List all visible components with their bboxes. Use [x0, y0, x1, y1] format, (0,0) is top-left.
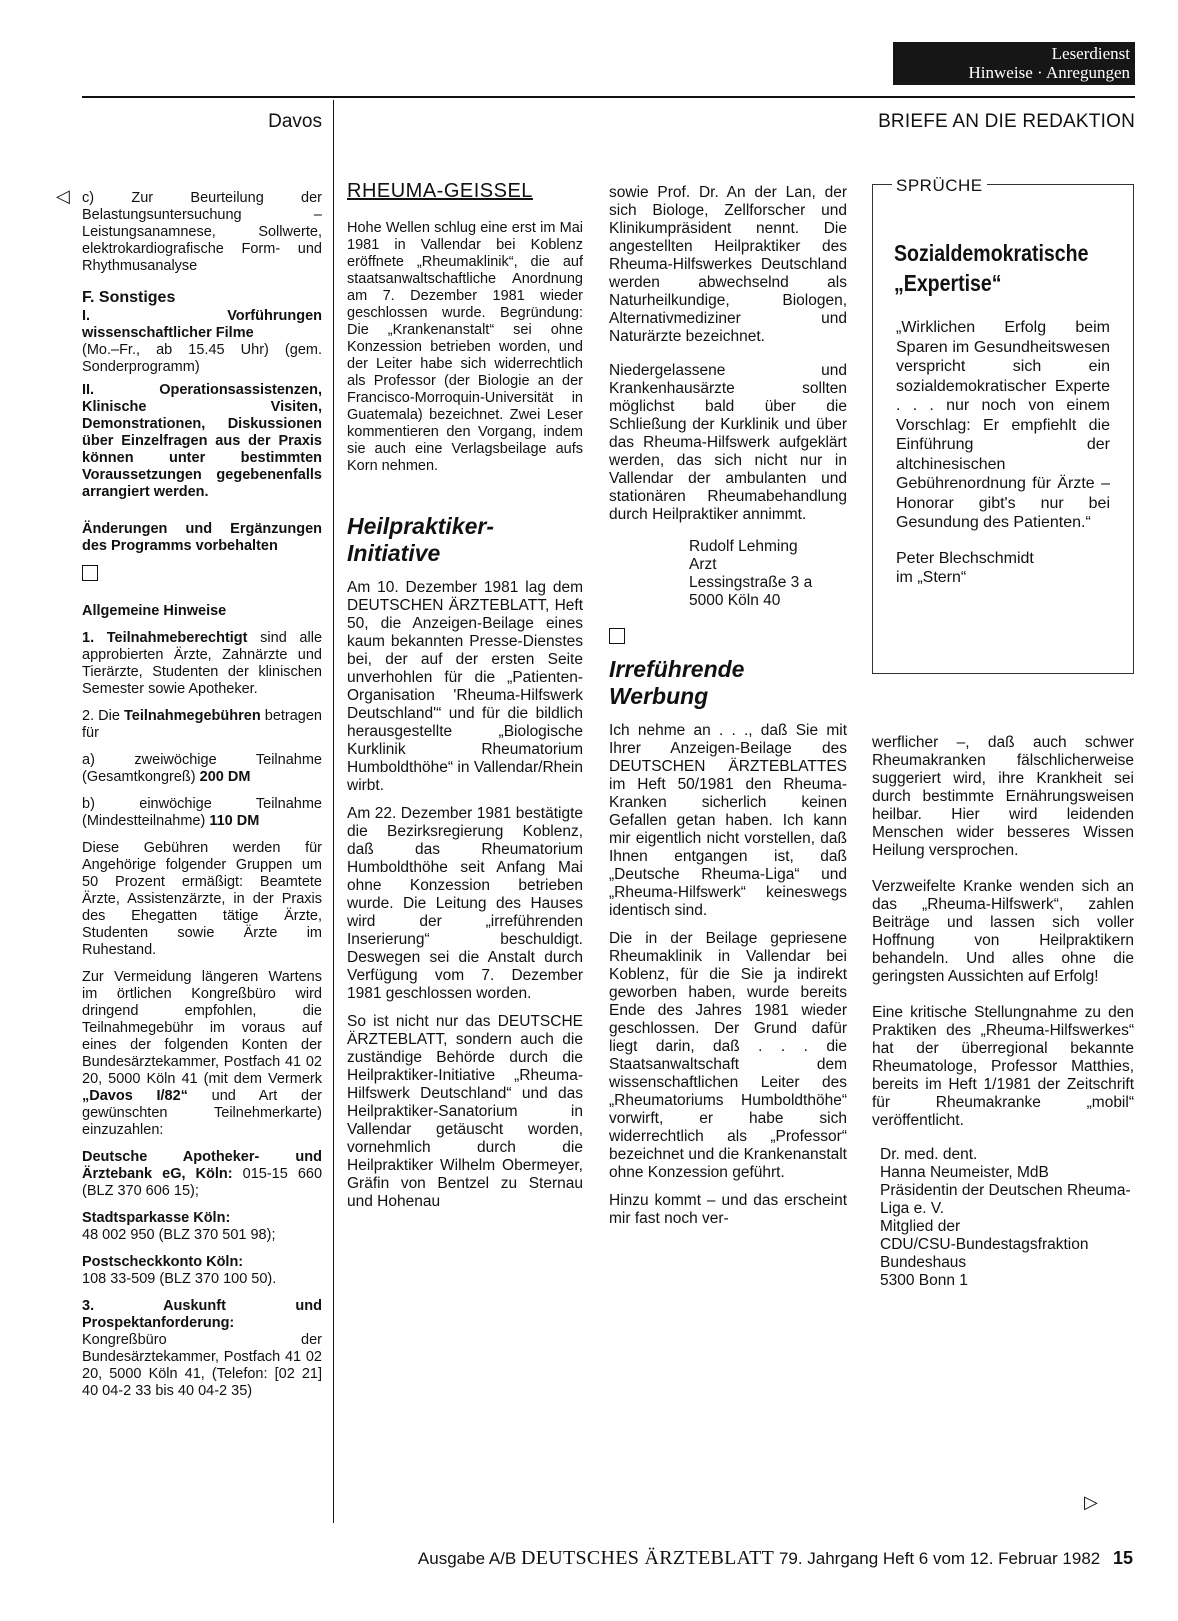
article-intro: Hohe Wellen schlug eine erst im Mai 1981 in Vallendar bei Koblenz eröffnete „Rheumaklinik“, die auf staatsanwaltschaftliche Anordnung am 7. Dezember 1981 wieder geschlossen wurde. Begründung: Die „Krankenanstalt“ sei ohne Konzession betrieben worden, und der Leiter habe sich widerrechtlich als Professor (der Biologie an der Francisco-Morroquin-Universität in Guatemala) bezeichnet. Zwei Leser kommentieren den Vorgang, indem sie auch eine Verlagsbeilage aufs Korn nehmen.	[347, 220, 583, 474]
column-divider	[333, 100, 334, 1523]
paragraph-fees: 2. Die Teilnahmegebühren betragen für	[82, 708, 322, 741]
section-square-icon-2	[609, 628, 625, 644]
paragraph-eligibility: 1. Teilnahmeberechtigt sind alle approbierten Ärzte, Zahnärzte und Tierärzte, Studenten der klinischen Semester sowie Apotheker.	[82, 630, 323, 697]
footer-issue: 79. Jahrgang Heft 6 vom 12. Februar 1982	[778, 1549, 1101, 1568]
film-title: I. Vorführungen wissenschaftlicher Filme	[82, 308, 322, 341]
operations-text: II. Operationsassistenzen, Klinische Visiten, Demonstrationen, Diskussionen über Einzelfragen aus der Praxis können unter bestimmten Voraussetzungen gegebenenfalls arrangiert werden.	[82, 382, 322, 500]
paragraph-belastung: c) Zur Beurteilung der Belastungsuntersuchung – Leistungsanamnese, Sollwerte, elektrokardiografische Form- und Rhythmusanalyse	[82, 190, 322, 274]
column-rheuma-geissel	[347, 220, 583, 1221]
continue-right-icon: ▷	[1084, 1492, 1098, 1512]
heading-general-notes: Allgemeine Hinweise	[82, 603, 227, 619]
letter1-paragraph-4: sowie Prof. Dr. An der Lan, der sich Biologe, Zellforscher und Klinikumpräsident nennt. Die angestellten Heilpraktiker des Rheuma-Hilfswerkes Deutschland werden abwechselnd als Naturheilkundige, Biologen, Alternativmediziner und Naturärzte bezeichnet.	[609, 184, 847, 345]
sprueche-label: SPRÜCHE	[892, 176, 987, 196]
heading-irrefuehrende-werbung: Irreführende Werbung	[609, 656, 745, 709]
letter1-paragraph-5: Niedergelassene und Krankenhausärzte sollten möglichst bald über die Schließung der Kurklinik und über das Rheuma-Hilfswerk aufgeklärt werden, das sich nicht nur in Vallendar der ambulanten und stationären Rheumabehandlung durch Heilpraktiker annimmt.	[609, 362, 847, 523]
heading-sonstiges: F. Sonstiges	[82, 289, 176, 306]
sprueche-quote: „Wirklichen Erfolg beim Sparen im Gesundheitswesen verspricht sich ein sozialdemokratischer Experte . . . nur noch von einem Vorschlag: Er empfiehlt die Einführung der altchinesischen Gebührenordnung für Ärzte – Honorar gibt's nur bei Gesundung des Patienten.“	[896, 319, 1110, 531]
paragraph-payment: Zur Vermeidung längeren Wartens im örtlichen Kongreßbüro wird dringend empfohlen, die Teilnahmegebühr im voraus auf eines der folgenden Konten der Bundesärztekammer, Postfach 41 02 20, 5000 Köln 41 (mit dem Vermerk „Davos I/82“ und Art der gewünschten Teilnehmerkarte) einzuzahlen:	[82, 969, 322, 1138]
letter2-paragraph-6: Eine kritische Stellungnahme zu den Praktiken des „Rheuma-Hilfswerkes“ hat der überregional bekannte Rheumatologe, Professor Matthies, bereits im Heft 1/1981 der Zeitschrift für Rheumakranke „mobil“ veröffentlicht.	[872, 1004, 1134, 1129]
footer-publication: DEUTSCHES ÄRZTEBLATT	[520, 1547, 775, 1569]
leserdienst-badge	[893, 42, 1135, 85]
column-davos-program	[82, 190, 322, 1410]
fee-two-weeks: a) zweiwöchige Teilnahme (Gesamtkongreß) 200 DM	[82, 752, 322, 785]
letter2-signature: Dr. med. dent. Hanna Neumeister, MdB Präsidentin der Deutschen Rheuma-Liga e. V. Mitglied der CDU/CSU-Bundestagsfraktion Bundeshaus 5300 Bonn 1	[880, 1146, 1131, 1289]
continue-left-icon: ◁	[56, 186, 70, 206]
sprueche-source: im „Stern“	[896, 569, 967, 586]
letter1-paragraph-2: Am 22. Dezember 1981 bestätigte die Bezirksregierung Koblenz, daß das Rheumatorium Humboldthöhe seit Anfang Mai ohne Konzession betrieben wurde. Die Leitung des Hauses wird der „irreführenden Inserierung“ beschuldigt. Deswegen sei die Anstalt durch Verfügung vom 7. Dezember 1981 geschlossen worden.	[347, 805, 583, 1002]
letter1-paragraph-1: Am 10. Dezember 1981 lag dem DEUTSCHEN ÄRZTEBLATT, Heft 50, die Anzeigen-Beilage eines kaum bekannten Presse-Dienstes bei, der auf der ersten Seite unverhohlen für die „Patienten-Organisation 'Rheuma-Hilfswerk Deutschland'“ und für die bildlich herausgestellte „Biologische Kurklinik Rheumatorium Humboldthöhe“ in Vallendar/Rhein wirbt.	[347, 579, 583, 794]
letter1-paragraph-3: So ist nicht nur das DEUTSCHE ÄRZTEBLATT, sondern auch die zuständige Behörde durch die Heilpraktiker-Initiative „Rheuma-Hilfswerk Deutschland“ und das Heilpraktiker-Sanatorium in Vallendar getäuscht worden, vornehmlich durch die Heilpraktiker Wilhelm Obermeyer, Gräfin von Bentzel zu Sternau und Hohenau	[347, 1013, 583, 1210]
paragraph-reduction: Diese Gebühren werden für Angehörige folgender Gruppen um 50 Prozent ermäßigt: Beamtete Ärzte, Assistenzärzte, in der Praxis des Ehegatten tätige Ärzte, Studenten sowie Ärzte im Ruhestand.	[82, 840, 322, 958]
changes-note: Änderungen und Ergänzungen des Programms vorbehalten	[82, 521, 322, 554]
letter2-paragraph-3: Hinzu kommt – und das erscheint mir fast noch ver-	[609, 1192, 847, 1227]
paragraph-info: 3. Auskunft und Prospektanforderung: Kongreßbüro der Bundesärztekammer, Postfach 41 02 20, 5000 Köln 41, (Telefon: [02 21] 40 04-2 33 bis 40 04-2 35)	[82, 1298, 322, 1399]
page-footer	[0, 1547, 1133, 1570]
column-letters	[609, 184, 847, 1238]
letter1-signature: Rudolf Lehming Arzt Lessingstraße 3 a 5000 Köln 40	[689, 538, 813, 609]
film-text: (Mo.–Fr., ab 15.45 Uhr) (gem. Sonderprogramm)	[82, 342, 322, 375]
footer-edition: Ausgabe A/B	[417, 1549, 517, 1568]
column-letter2-continued	[872, 734, 1134, 1290]
sprueche-author: Peter Blechschmidt	[896, 549, 1034, 567]
letter2-paragraph-1: Ich nehme an . . ., daß Sie mit Ihrer Anzeigen-Beilage des DEUTSCHEN ÄRZTEBLATTES im Heft 50/1981 den Rheuma-Kranken sicherlich keinen Gefallen getan haben. Ich kann mir eigentlich nicht vorstellen, daß Ihnen entgangen ist, daß „Deutsche Rheuma-Liga“ und „Rheuma-Hilfswerk“ keineswegs identisch sind.	[609, 722, 847, 919]
badge-line-2: Hinweise · Anregungen	[968, 63, 1130, 82]
header-rule	[82, 96, 1135, 98]
heading-rheuma-geissel: RHEUMA-GEISSEL	[347, 180, 533, 202]
badge-line-1: Leserdienst	[1051, 44, 1130, 63]
section-square-icon	[82, 565, 98, 581]
bank-account-3: Postscheckkonto Köln: 108 33-509 (BLZ 370 100 50).	[82, 1254, 277, 1287]
bank-account-1: Deutsche Apotheker- und Ärztebank eG, Köln: 015-15 660 (BLZ 370 606 15);	[82, 1149, 323, 1199]
bank-account-2: Stadtsparkasse Köln: 48 002 950 (BLZ 370 501 98);	[82, 1210, 276, 1243]
letter2-paragraph-5: Verzweifelte Kranke wenden sich an das „Rheuma-Hilfswerk“, zahlen Beiträge und lassen sich voller Hoffnung von Heilpraktikern behandeln. Und alles ohne die geringsten Aussichten auf Erfolg!	[872, 878, 1134, 985]
letter2-paragraph-2: Die in der Beilage gepriesene Rheumaklinik in Vallendar bei Koblenz, für die Sie ja indirekt geworben haben, wurde bereits Ende des Jahres 1981 wieder geschlossen. Der Grund dafür liegt darin, daß . . . die Staatsanwaltschaft dem wissenschaftlichen Leiter des „Rheumatoriums Humboldthöhe“ vorwirft, er habe sich widerrechtlich als „Professor“ bezeichnet und die Krankenanstalt ohne Konzession geführt.	[609, 930, 847, 1181]
sprueche-quote-block	[896, 318, 1110, 588]
letter2-paragraph-4: werflicher –, daß auch schwer Rheumakranken fälschlicherweise suggeriert wird, ihre Krankheit sei durch bestimmte Ernährungsweisen heilbar. Hier wird leidenden Menschen wider besseres Wissen Heilung versprochen.	[872, 734, 1134, 859]
fee-one-week: b) einwöchige Teilnahme (Mindestteilnahme) 110 DM	[82, 796, 322, 829]
sprueche-title: Sozialdemokratische „Expertise“	[894, 240, 1089, 296]
section-right-title: BRIEFE AN DIE REDAKTION	[878, 111, 1135, 132]
page-number: 15	[1112, 1548, 1133, 1568]
heading-heilpraktiker-initiative: Heilpraktiker-Initiative	[347, 513, 495, 566]
section-left-title: Davos	[268, 111, 322, 132]
